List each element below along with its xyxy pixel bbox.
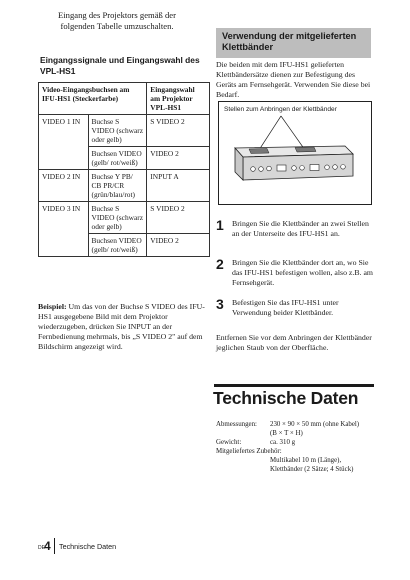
spec-label-weight: Gewicht: <box>216 439 242 446</box>
table-header-jacks: Video-Eingangsbuchsen am IFU-HS1 (Steckerfarbe) <box>39 83 147 115</box>
spec-value-weight: ca. 310 g <box>270 439 296 446</box>
page-title: Technische Daten <box>213 388 359 408</box>
table-header-selection: Eingangswahl am Projektor VPL-HS1 <box>147 83 210 115</box>
figure-caption: Stellen zum Anbringen der Klettbänder <box>224 106 337 113</box>
step-number: 1 <box>216 217 224 233</box>
spec-value-accessories-velcro: Klettbänder (2 Sätze; 4 Stück) <box>270 466 354 473</box>
table-row <box>39 170 210 202</box>
footer-separator <box>54 538 55 554</box>
device-illustration <box>219 102 371 204</box>
step-text: Bringen Sie die Klettbänder dort an, wo Sie das IFU-HS1 befestigen wollen, also z.B. am Fernsehgerät. <box>232 258 373 287</box>
spec-label-dimensions: Abmessungen: <box>216 421 257 428</box>
footer-page-number: 4 <box>44 539 51 553</box>
footer-language-code: DE <box>38 545 45 551</box>
spec-label-accessories: Mitgeliefertes Zubehör: <box>216 448 282 455</box>
section-heading: Verwendung der mitgelieferten Klettbänder <box>222 31 357 52</box>
step-text: Befestigen Sie das IFU-HS1 unter Verwendung beider Klettbänder. <box>232 298 339 317</box>
step-number: 2 <box>216 256 224 272</box>
example-text: Um das von der Buchse S VIDEO des IFU-HS1 ausgegebene Bild mit dem Projektor wiederzugeben, drücken Sie INPUT an der Fernbedienung mehrmals, bis „S VIDEO 2" auf dem Bildschirm angezeigt wird. <box>38 302 205 351</box>
table-cell: Buchsen VIDEO (gelb/ rot/weiß) <box>88 147 147 170</box>
spec-value-dimensions-order: (B × T × H) <box>270 430 303 437</box>
input-signal-table <box>38 82 210 257</box>
table-cell: Buchse S VIDEO (schwarz oder gelb) <box>88 115 147 147</box>
table-cell: VIDEO 3 IN <box>39 202 89 257</box>
table-cell: VIDEO 2 <box>147 147 210 170</box>
example-label: Beispiel: <box>38 302 67 311</box>
table-cell: VIDEO 2 <box>147 234 210 257</box>
step-text: Bringen Sie die Klettbänder an zwei Stellen an der Unterseite des IFU-HS1 an. <box>232 219 369 238</box>
note-text: Entfernen Sie vor dem Anbringen der Klettbänder jeglichen Staub von der Oberfläche. <box>216 333 372 352</box>
table-cell: Buchsen VIDEO (gelb/ rot/weiß) <box>88 234 147 257</box>
spec-value-accessories-cable: Multikabel 10 m (Länge), <box>270 457 342 464</box>
table-row <box>39 115 210 147</box>
title-rule <box>214 384 374 387</box>
table-header-row <box>39 83 210 115</box>
table-cell: S VIDEO 2 <box>147 202 210 234</box>
table-cell: Buchse S VIDEO (schwarz oder gelb) <box>88 202 147 234</box>
table-cell: INPUT A <box>147 170 210 202</box>
table-row <box>39 202 210 234</box>
table-cell: S VIDEO 2 <box>147 115 210 147</box>
velcro-intro-text: Die beiden mit dem IFU-HS1 gelieferten Klettbändersätze dienen zur Befestigung des Geräts am Fernsehgerät. Verwenden Sie diese bei Bedarf. <box>216 60 371 99</box>
spec-value-dimensions: 230 × 90 × 50 mm (ohne Kabel) <box>270 421 360 428</box>
step-number: 3 <box>216 296 224 312</box>
table-cell: Buchse Y PB/ CB PR/CR (grün/blau/rot) <box>88 170 147 202</box>
table-cell: VIDEO 2 IN <box>39 170 89 202</box>
velcro-figure <box>218 101 372 205</box>
section-title-input-signals: Eingangssignale und Eingangswahl des VPL-HS1 <box>40 55 200 76</box>
intro-text: Eingang des Projektors gemäß der folgenden Tabelle umzuschalten. <box>58 10 176 31</box>
footer-section-title: Technische Daten <box>59 542 117 551</box>
table-cell: VIDEO 1 IN <box>39 115 89 170</box>
section-heading-box <box>216 28 371 58</box>
example-paragraph <box>38 302 210 352</box>
